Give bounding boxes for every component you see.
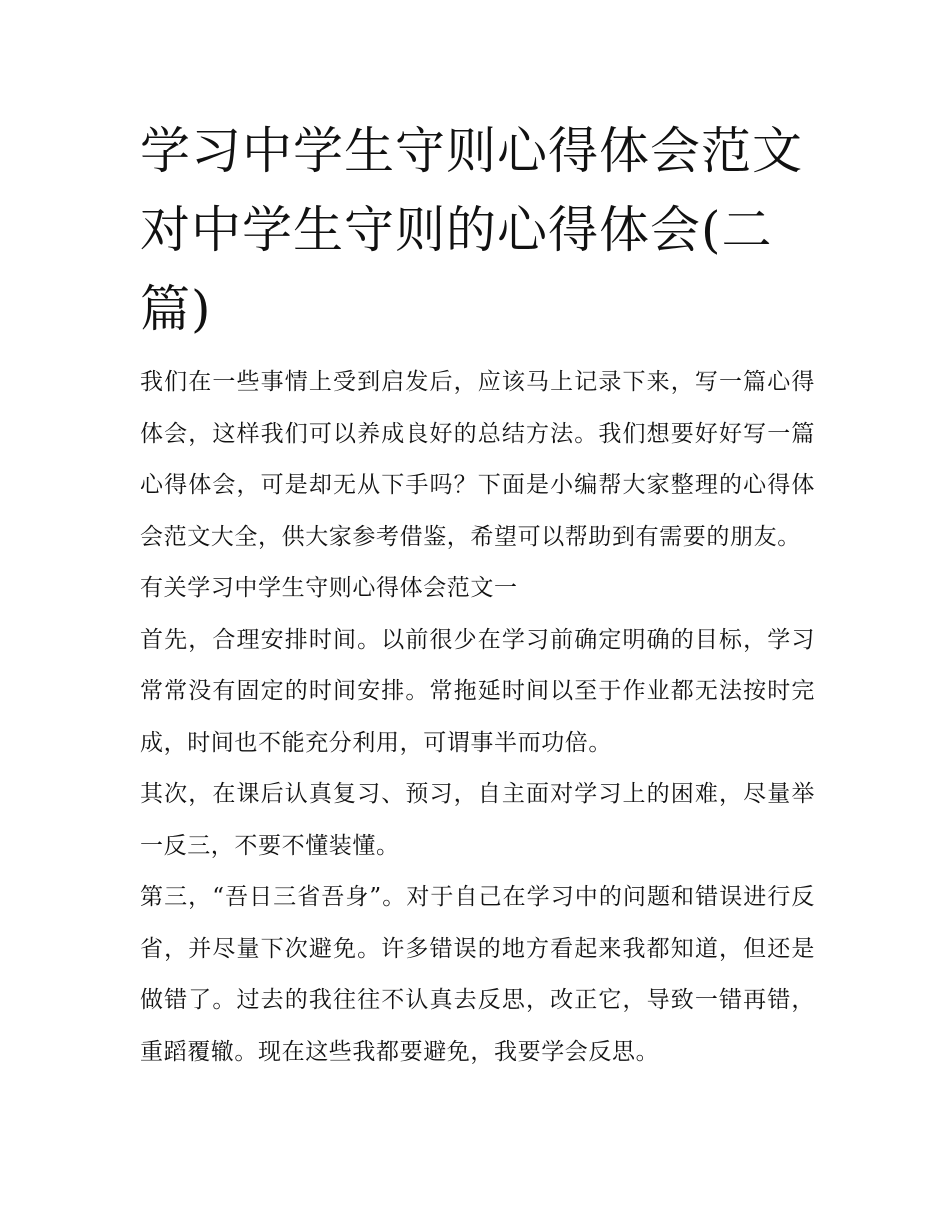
paragraph-intro: 我们在一些事情上受到启发后，应该马上记录下来，写一篇心得体会，这样我们可以养成良好的总结方法。我们想要好好写一篇心得体会，可是却无从下手吗？下面是小编帮大家整理的心得体会范文大全，供大家参考借鉴，希望可以帮助到有需要的朋友。 xyxy=(140,369,815,550)
paragraph-first: 首先，合理安排时间。以前很少在学习前确定明确的目标，学习常常没有固定的时间安排。常拖延时间以至于作业都无法按时完成，时间也不能充分利用，可谓事半而功倍。 xyxy=(140,626,815,756)
paragraph-second: 其次，在课后认真复习、预习，自主面对学习上的困难，尽量举一反三，不要不懂装懂。 xyxy=(140,781,815,859)
paragraph-third: 第三，“吾日三省吾身”。对于自己在学习中的问题和错误进行反省，并尽量下次避免。许多错误的地方看起来我都知道，但还是做错了。过去的我往往不认真去反思，改正它，导致一错再错，重蹈覆辙。现在这些我都要避免，我要学会反思。 xyxy=(140,884,815,1065)
document-page xyxy=(140,112,815,1078)
paragraph-section-heading: 有关学习中学生守则心得体会范文一 xyxy=(140,575,518,601)
document-body xyxy=(140,357,815,1078)
document-title: 学习中学生守则心得体会范文对中学生守则的心得体会(二篇) xyxy=(140,122,803,338)
